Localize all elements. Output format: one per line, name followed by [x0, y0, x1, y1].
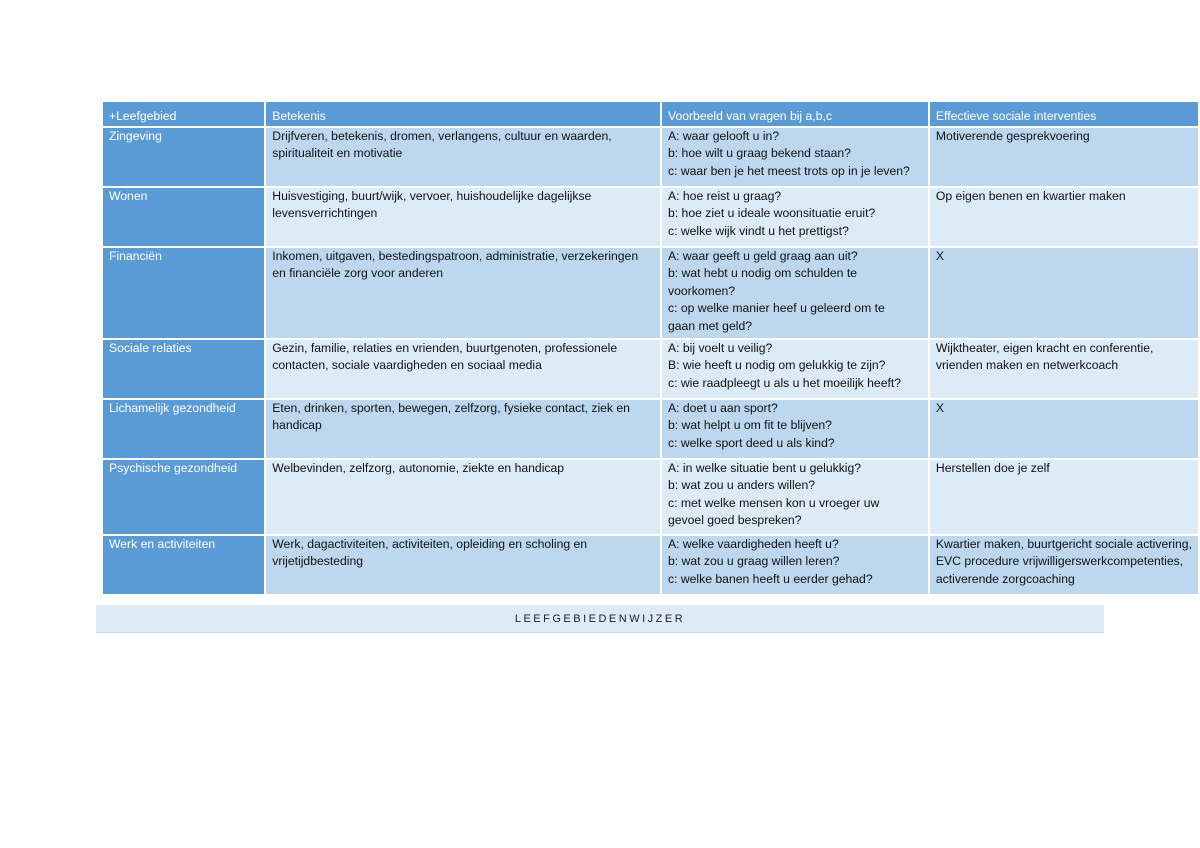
- cell-vragen-line: b: wat zou u graag willen leren?: [667, 554, 840, 568]
- cell-vragen-line: c: welke wijk vindt u het prettigst?: [667, 223, 849, 238]
- cell-interventies: [930, 188, 1198, 246]
- table-row: [103, 400, 1198, 458]
- cell-vragen-line: A: in welke situatie bent u gelukkig?: [667, 460, 862, 475]
- cell-betekenis-line: contacten, sociale vaardigheden en sociaal media: [272, 358, 542, 372]
- leefgebied-label: Werk en activiteiten: [109, 536, 216, 551]
- cell-vragen-line: c: waar ben je het meest trots op in je leven?: [667, 163, 910, 178]
- row-leefgebied: [103, 128, 264, 186]
- row-leefgebied: [103, 536, 264, 594]
- cell-vragen: [662, 248, 928, 338]
- cell-interventies: [930, 340, 1198, 398]
- cell-betekenis-line: spiritualiteit en motivatie: [272, 146, 403, 160]
- table-row: [103, 340, 1198, 398]
- cell-betekenis-line: handicap: [272, 418, 322, 432]
- header-voorbeeld-vragen: Voorbeeld van vragen bij a,b,c: [662, 102, 928, 126]
- cell-betekenis: [266, 536, 660, 594]
- cell-betekenis: [266, 128, 660, 186]
- cell-vragen-line: A: waar geeft u geld graag aan uit?: [667, 248, 858, 263]
- cell-interventies: [930, 400, 1198, 458]
- cell-vragen-line: B: wie heeft u nodig om gelukkig te zijn?: [667, 358, 886, 372]
- cell-betekenis: [266, 340, 660, 398]
- cell-vragen-line: A: welke vaardigheden heeft u?: [667, 536, 839, 551]
- cell-vragen-line: b: wat helpt u om fit te blijven?: [667, 418, 832, 432]
- cell-interventies: [930, 536, 1198, 594]
- cell-vragen-line: A: waar gelooft u in?: [667, 128, 780, 143]
- cell-vragen-line: b: wat zou u anders willen?: [667, 478, 815, 492]
- cell-betekenis-line: Gezin, familie, relaties en vrienden, buurtgenoten, professionele: [272, 340, 618, 355]
- header-interventies: Effectieve sociale interventies: [930, 102, 1198, 126]
- leefgebied-label: Sociale relaties: [109, 340, 192, 355]
- cell-vragen: [662, 400, 928, 458]
- cell-interventies-line: activerende zorgcoaching: [935, 571, 1075, 586]
- cell-interventies: [930, 460, 1198, 534]
- cell-interventies-line: vrienden maken en netwerkcoach: [935, 358, 1119, 372]
- leefgebied-label: Financiën: [109, 248, 162, 263]
- cell-vragen-line: A: hoe reist u graag?: [667, 188, 782, 203]
- cell-vragen-line: c: welke banen heeft u eerder gehad?: [667, 571, 873, 586]
- cell-vragen-line: c: wie raadpleegt u als u het moeilijk heeft?: [667, 375, 902, 390]
- cell-vragen-line: A: doet u aan sport?: [667, 400, 778, 415]
- cell-interventies: [930, 248, 1198, 338]
- table-row: [103, 536, 1198, 594]
- cell-vragen: [662, 460, 928, 534]
- cell-betekenis-line: levensverrichtingen: [272, 206, 378, 220]
- table-body: [103, 128, 1198, 594]
- cell-vragen: [662, 188, 928, 246]
- cell-vragen-line: c: op welke manier heef u geleerd om te: [667, 301, 885, 315]
- cell-betekenis: [266, 248, 660, 338]
- cell-vragen-line: b: wat hebt u nodig om schulden te: [667, 266, 858, 280]
- table-header-row: [103, 102, 1198, 126]
- cell-interventies-line: Kwartier maken, buurtgericht sociale activering,: [935, 536, 1192, 551]
- table-row: [103, 188, 1198, 246]
- cell-vragen-line: gaan met geld?: [667, 318, 753, 333]
- cell-vragen-line: c: welke sport deed u als kind?: [667, 435, 835, 450]
- cell-interventies-line: EVC procedure vrijwilligerswerkcompetenties,: [935, 554, 1184, 568]
- cell-interventies-line: Op eigen benen en kwartier maken: [935, 188, 1126, 203]
- cell-vragen-line: b: hoe ziet u ideale woonsituatie eruit?: [667, 206, 876, 220]
- cell-betekenis-line: vrijetijdbesteding: [272, 554, 364, 568]
- header-leefgebied: +Leefgebied: [103, 102, 264, 126]
- cell-interventies: [930, 128, 1198, 186]
- cell-interventies-line: Herstellen doe je zelf: [935, 460, 1050, 475]
- row-leefgebied: [103, 340, 264, 398]
- leefgebied-label: Lichamelijk gezondheid: [109, 400, 236, 415]
- cell-vragen: [662, 340, 928, 398]
- cell-vragen-line: c: met welke mensen kon u vroeger uw: [667, 495, 880, 510]
- cell-vragen-line: b: hoe wilt u graag bekend staan?: [667, 146, 851, 160]
- row-leefgebied: [103, 400, 264, 458]
- cell-interventies-line: Wijktheater, eigen kracht en conferentie,: [935, 340, 1154, 355]
- footer-title: LEEFGEBIEDENWIJZER: [514, 613, 686, 625]
- cell-betekenis: [266, 188, 660, 246]
- leefgebied-label: Psychische gezondheid: [109, 460, 238, 475]
- cell-vragen-line: gevoel goed bespreken?: [667, 513, 802, 527]
- cell-betekenis-line: Eten, drinken, sporten, bewegen, zelfzorg, fysieke contact, ziek en: [272, 400, 630, 415]
- cell-vragen: [662, 128, 928, 186]
- cell-interventies-line: X: [935, 400, 945, 415]
- cell-betekenis-line: Huisvestiging, buurt/wijk, vervoer, huishoudelijke dagelijkse: [272, 188, 592, 203]
- cell-betekenis: [266, 400, 660, 458]
- footer-title-bar: [96, 605, 1104, 633]
- row-leefgebied: [103, 188, 264, 246]
- table-row: [103, 460, 1198, 534]
- cell-betekenis-line: Welbevinden, zelfzorg, autonomie, ziekte en handicap: [272, 460, 565, 475]
- leefgebied-label: Zingeving: [109, 128, 162, 143]
- cell-betekenis-line: Inkomen, uitgaven, bestedingspatroon, administratie, verzekeringen: [272, 248, 639, 263]
- row-leefgebied: [103, 248, 264, 338]
- cell-vragen-line: A: bij voelt u veilig?: [667, 340, 773, 355]
- cell-betekenis-line: Werk, dagactiviteiten, activiteiten, opleiding en scholing en: [272, 536, 588, 551]
- cell-vragen-line: voorkomen?: [667, 283, 736, 298]
- leefgebieden-table: [101, 100, 1200, 596]
- cell-betekenis: [266, 460, 660, 534]
- cell-betekenis-line: en financiële zorg voor anderen: [272, 266, 444, 280]
- leefgebied-label: Wonen: [109, 188, 148, 203]
- cell-interventies-line: Motiverende gesprekvoering: [935, 128, 1090, 143]
- table-row: [103, 128, 1198, 186]
- row-leefgebied: [103, 460, 264, 534]
- cell-betekenis-line: Drijfveren, betekenis, dromen, verlangens, cultuur en waarden,: [272, 128, 612, 143]
- cell-interventies-line: X: [935, 248, 945, 263]
- table-row: [103, 248, 1198, 338]
- header-betekenis: Betekenis: [266, 102, 660, 126]
- cell-vragen: [662, 536, 928, 594]
